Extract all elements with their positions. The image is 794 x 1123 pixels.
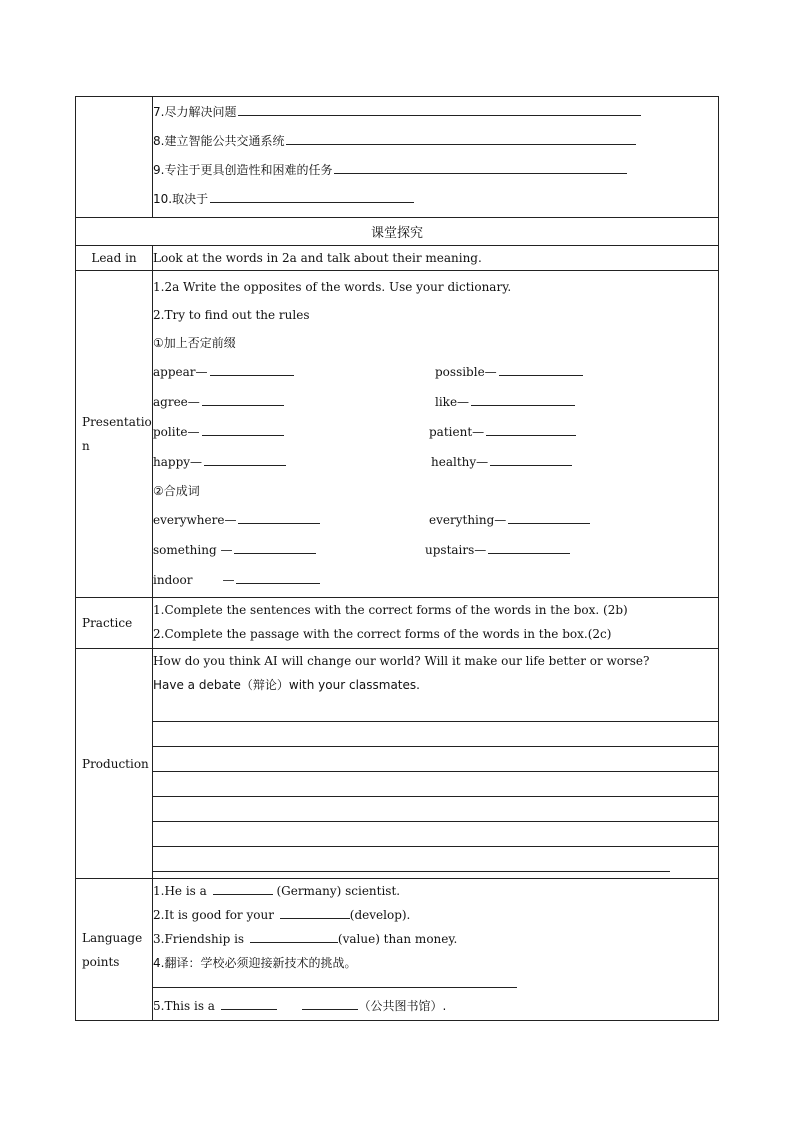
vocab-item-9: 9.专注于更具创造性和困难的任务	[153, 155, 718, 184]
answer-blank[interactable]	[280, 904, 350, 919]
answer-blank[interactable]	[238, 505, 320, 524]
translation-line[interactable]	[153, 975, 517, 988]
practice-line-1: 1.Complete the sentences with the correct forms of the words in the box. (2b)	[153, 603, 628, 617]
answer-blank[interactable]	[213, 880, 273, 895]
lp-question-3: 3.Friendship is (value) than money.	[153, 927, 718, 951]
answer-blank[interactable]	[210, 184, 414, 203]
answer-blank[interactable]	[204, 447, 286, 466]
production-row	[76, 649, 719, 879]
answer-blank[interactable]	[490, 447, 572, 466]
word-pair: polite— patient—	[153, 417, 718, 447]
writing-line[interactable]	[153, 697, 718, 722]
empty-label-cell	[76, 97, 153, 218]
lead-in-label: Lead in	[76, 246, 153, 271]
vocab-row	[76, 97, 719, 218]
presentation-line-2: 2.Try to find out the rules	[153, 308, 310, 322]
practice-label: Practice	[76, 598, 153, 649]
writing-line[interactable]	[153, 747, 718, 772]
vocab-item-8: 8.建立智能公共交通系统	[153, 126, 718, 155]
answer-blank[interactable]	[221, 995, 277, 1010]
language-points-row	[76, 879, 719, 1021]
presentation-row	[76, 271, 719, 598]
production-cell	[153, 649, 719, 879]
lp-question-1: 1.He is a (Germany) scientist.	[153, 879, 718, 903]
practice-cell	[153, 598, 719, 649]
answer-blank[interactable]	[488, 535, 570, 554]
vocab-cell	[153, 97, 719, 218]
answer-blank[interactable]	[202, 417, 284, 436]
prefix-group-title: ①加上否定前缀	[153, 336, 236, 350]
lp-question-2: 2.It is good for your (develop).	[153, 903, 718, 927]
word-pair: everywhere— everything—	[153, 505, 718, 535]
presentation-cell	[153, 271, 719, 598]
presentation-label: Presentation	[76, 271, 153, 598]
lp-question-5: 5.This is a （公共图书馆）.	[153, 994, 718, 1018]
lead-in-text: Look at the words in 2a and talk about their meaning.	[153, 246, 719, 271]
word-pair: happy— healthy—	[153, 447, 718, 477]
language-points-cell	[153, 879, 719, 1021]
vocab-item-10: 10.取决于	[153, 184, 718, 213]
answer-blank[interactable]	[238, 97, 641, 116]
writing-line[interactable]	[153, 772, 718, 797]
language-points-label: Language points	[76, 879, 153, 1021]
writing-line[interactable]	[153, 797, 718, 822]
production-line-2: Have a debate（辩论）with your classmates.	[153, 678, 420, 692]
section-title: 课堂探究	[76, 218, 719, 246]
answer-blank[interactable]	[202, 387, 284, 406]
writing-line[interactable]	[153, 722, 718, 747]
writing-line[interactable]	[153, 822, 718, 847]
production-line-1: How do you think AI will change our world? Will it make our life better or worse?	[153, 654, 650, 668]
lesson-table	[75, 96, 719, 1021]
section-header-row	[76, 218, 719, 246]
presentation-line-1: 1.2a Write the opposites of the words. Use your dictionary.	[153, 280, 512, 294]
answer-blank[interactable]	[236, 565, 320, 584]
practice-line-2: 2.Complete the passage with the correct forms of the words in the box.(2c)	[153, 627, 612, 641]
lead-in-row	[76, 246, 719, 271]
word-pair: indoor —	[153, 565, 718, 595]
writing-line[interactable]	[153, 847, 670, 872]
answer-blank[interactable]	[210, 357, 294, 376]
word-pair: agree— like—	[153, 387, 718, 417]
answer-blank[interactable]	[471, 387, 575, 406]
compound-group-title: ②合成词	[153, 484, 200, 498]
answer-blank[interactable]	[508, 505, 590, 524]
production-label: Production	[76, 649, 153, 879]
lp-question-4: 4.翻译：学校必须迎接新技术的挑战。	[153, 956, 357, 970]
vocab-item-7: 7.尽力解决问题	[153, 97, 718, 126]
answer-blank[interactable]	[286, 126, 636, 145]
answer-blank[interactable]	[486, 417, 576, 436]
word-pair: appear— possible—	[153, 357, 718, 387]
word-pair: something — upstairs—	[153, 535, 718, 565]
answer-blank[interactable]	[334, 155, 627, 174]
practice-row	[76, 598, 719, 649]
answer-blank[interactable]	[302, 995, 358, 1010]
answer-blank[interactable]	[499, 357, 583, 376]
answer-blank[interactable]	[234, 535, 316, 554]
answer-blank[interactable]	[250, 928, 338, 943]
